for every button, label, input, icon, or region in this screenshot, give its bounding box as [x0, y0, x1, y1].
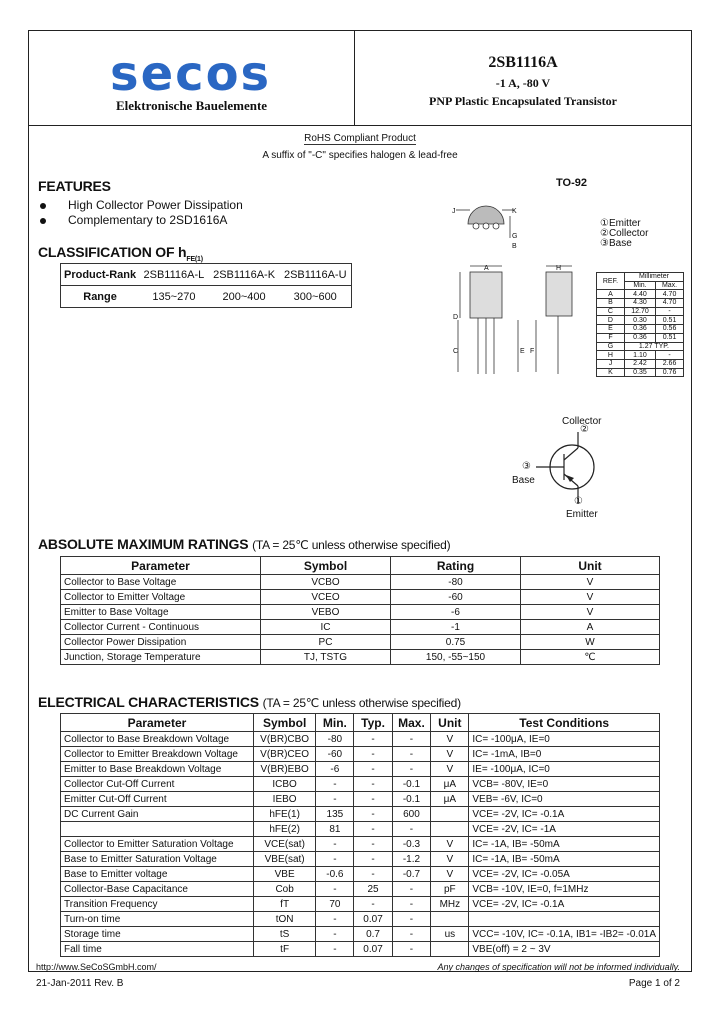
table-row: [61, 732, 660, 747]
table-cell: 0.30: [624, 316, 655, 325]
table-cell: ℃: [521, 650, 660, 665]
table-cell: D: [597, 316, 625, 325]
table-cell: 25: [354, 882, 392, 897]
symbol-base-label: Base: [512, 475, 535, 486]
table-header: Rating: [391, 557, 521, 575]
table-header: Max.: [392, 714, 431, 732]
table-cell: A: [521, 620, 660, 635]
table-row: [61, 912, 660, 927]
table-cell: -: [316, 912, 354, 927]
table-cell: Junction, Storage Temperature: [61, 650, 261, 665]
table-cell: 135~270: [152, 290, 196, 303]
table-cell: A: [597, 290, 625, 299]
table-cell: -6: [316, 762, 354, 777]
table-header: Symbol: [261, 557, 391, 575]
table-cell: IC: [261, 620, 391, 635]
table-cell: -: [354, 837, 392, 852]
table-cell: E: [597, 325, 625, 334]
table-cell: -: [316, 942, 354, 957]
table-cell: Base to Emitter voltage: [61, 867, 254, 882]
table-row: [61, 807, 660, 822]
table-row: [61, 590, 660, 605]
table-cell: Collector to Emitter Breakdown Voltage: [61, 747, 254, 762]
table-header: REF.: [597, 273, 625, 290]
pnp-transistor-symbol-icon: [530, 430, 610, 506]
table-cell: G: [597, 342, 625, 351]
table-cell: 4.30: [624, 299, 655, 308]
table-cell: us: [431, 927, 469, 942]
table-row: [597, 325, 684, 334]
table-cell: -: [354, 762, 392, 777]
symbol-pin-e: ①: [574, 496, 583, 507]
table-cell: J: [597, 359, 625, 368]
table-cell: -: [316, 927, 354, 942]
symbol-pin-c: ②: [580, 424, 589, 435]
table-cell: IEBO: [253, 792, 315, 807]
table-cell: 0.56: [656, 325, 684, 334]
table-cell: -: [392, 912, 431, 927]
table-cell: 2SB1116A-U: [280, 264, 352, 286]
table-cell: 70: [316, 897, 354, 912]
table-row: [597, 273, 684, 282]
table-cell: 0.51: [656, 333, 684, 342]
table-cell: V: [431, 747, 469, 762]
part-description: PNP Plastic Encapsulated Transistor: [429, 94, 617, 108]
table-cell: Collector to Base Breakdown Voltage: [61, 732, 254, 747]
table-cell: -80: [391, 575, 521, 590]
table-cell: Collector to Emitter Saturation Voltage: [61, 837, 254, 852]
table-cell: IC= -1mA, IB=0: [469, 747, 660, 762]
table-header: Test Conditions: [469, 714, 660, 732]
table-cell: -: [316, 792, 354, 807]
table-cell: 150, -55~150: [391, 650, 521, 665]
table-row: [597, 368, 684, 377]
dim-label: F: [530, 348, 535, 355]
symbol-pin-b: ③: [522, 461, 531, 472]
table-cell: V: [431, 867, 469, 882]
bullet-icon: [40, 218, 46, 224]
table-cell: VCE= -2V, IC= -0.1A: [469, 807, 660, 822]
table-row: [61, 762, 660, 777]
table-row: [61, 650, 660, 665]
table-cell: Collector Current - Continuous: [61, 620, 261, 635]
footer-disclaimer: Any changes of specification will not be informed individually.: [437, 962, 680, 972]
table-cell: 81: [316, 822, 354, 837]
table-header: Min.: [316, 714, 354, 732]
table-cell: VCE(sat): [253, 837, 315, 852]
table-cell: IE= -100μA, IC=0: [469, 762, 660, 777]
table-cell: 135: [316, 807, 354, 822]
table-cell: -0.1: [392, 792, 431, 807]
table-row: [597, 342, 684, 351]
table-row: [597, 351, 684, 360]
table-cell: 0.75: [391, 635, 521, 650]
elec-title: ELECTRICAL CHARACTERISTICS (TA = 25℃ unless otherwise specified): [38, 694, 461, 710]
dimension-table: [596, 272, 684, 377]
rating-line: -1 A, -80 V: [495, 76, 551, 90]
table-cell: tS: [253, 927, 315, 942]
table-row: [597, 359, 684, 368]
suffix-note: A suffix of "-C" specifies halogen & lead-free: [262, 150, 458, 161]
table-cell: 200~400: [222, 290, 266, 303]
pin-emitter: ①Emitter: [600, 218, 641, 229]
table-row: [61, 837, 660, 852]
table-cell: MHz: [431, 897, 469, 912]
table-cell: 2.66: [656, 359, 684, 368]
table-cell: TJ, TSTG: [261, 650, 391, 665]
table-row: [61, 605, 660, 620]
table-cell: -: [354, 747, 392, 762]
table-row: [61, 777, 660, 792]
table-cell: 0.07: [354, 912, 392, 927]
abs-max-title: ABSOLUTE MAXIMUM RATINGS (TA = 25℃ unless otherwise specified): [38, 536, 451, 552]
table-cell: 0.07: [354, 942, 392, 957]
table-cell: Range: [83, 290, 117, 303]
table-cell: -1: [391, 620, 521, 635]
table-cell: 0.36: [624, 333, 655, 342]
table-cell: 0.51: [656, 316, 684, 325]
table-cell: V(BR)EBO: [253, 762, 315, 777]
table-row: [61, 557, 660, 575]
table-cell: Turn-on time: [61, 912, 254, 927]
table-cell: Storage time: [61, 927, 254, 942]
table-cell: VBE(sat): [253, 852, 315, 867]
table-header: Parameter: [61, 557, 261, 575]
table-cell: VBE: [253, 867, 315, 882]
table-row: [597, 307, 684, 316]
symbol-emitter-label: Emitter: [566, 509, 598, 520]
table-cell: 1.10: [624, 351, 655, 360]
table-cell: Collector-Base Capacitance: [61, 882, 254, 897]
table-cell: Product-Rank: [61, 264, 140, 286]
table-cell: Base to Emitter Saturation Voltage: [61, 852, 254, 867]
table-row: [61, 747, 660, 762]
table-cell: IC= -1A, IB= -50mA: [469, 852, 660, 867]
table-cell: -: [354, 867, 392, 882]
table-cell: V(BR)CBO: [253, 732, 315, 747]
table-cell: pF: [431, 882, 469, 897]
table-cell: -80: [316, 732, 354, 747]
table-cell: -: [392, 732, 431, 747]
table-cell: hFE(1): [253, 807, 315, 822]
pin-collector: ②Collector: [600, 228, 649, 239]
table-cell: Collector Power Dissipation: [61, 635, 261, 650]
dim-label: G: [512, 233, 518, 240]
table-header: Parameter: [61, 714, 254, 732]
table-cell: μA: [431, 792, 469, 807]
table-row: [597, 333, 684, 342]
table-row: [61, 714, 660, 732]
table-row: [61, 792, 660, 807]
table-cell: -: [354, 777, 392, 792]
table-cell: B: [597, 299, 625, 308]
dim-label: J: [452, 208, 456, 215]
company-logo: secos: [110, 46, 272, 102]
table-cell: -0.3: [392, 837, 431, 852]
table-cell: 4.70: [656, 299, 684, 308]
table-cell: 4.70: [656, 290, 684, 299]
table-cell: -: [392, 882, 431, 897]
table-cell: [431, 822, 469, 837]
table-header: Unit: [431, 714, 469, 732]
table-cell: V(BR)CEO: [253, 747, 315, 762]
table-cell: -: [316, 777, 354, 792]
table-cell: DC Current Gain: [61, 807, 254, 822]
table-cell: VEBO: [261, 605, 391, 620]
table-cell: Collector Cut-Off Current: [61, 777, 254, 792]
table-cell: -: [392, 822, 431, 837]
table-cell: 2.42: [624, 359, 655, 368]
dim-label: H: [556, 265, 562, 272]
table-cell: [469, 912, 660, 927]
table-cell: V: [431, 732, 469, 747]
table-cell: H: [597, 351, 625, 360]
table-row: [61, 867, 660, 882]
table-row: [61, 852, 660, 867]
table-cell: F: [597, 333, 625, 342]
table-cell: [61, 822, 254, 837]
table-cell: -1.2: [392, 852, 431, 867]
table-cell: -: [354, 732, 392, 747]
table-header: Unit: [521, 557, 660, 575]
table-cell: tON: [253, 912, 315, 927]
table-row: [61, 942, 660, 957]
table-cell: C: [597, 307, 625, 316]
table-cell: -: [316, 852, 354, 867]
table-cell: V: [431, 852, 469, 867]
classification-title: CLASSIFICATION OF $h_{FE(1)}$: [38, 244, 203, 263]
table-cell: 0.35: [624, 368, 655, 377]
table-cell: -: [316, 837, 354, 852]
table-cell: Collector to Emitter Voltage: [61, 590, 261, 605]
table-cell: -: [656, 307, 684, 316]
dim-label: B: [512, 243, 517, 250]
header-divider: [28, 125, 692, 126]
table-cell: VCE= -2V, IC= -0.1A: [469, 897, 660, 912]
table-cell: IC= -100μA, IE=0: [469, 732, 660, 747]
table-cell: Transition Frequency: [61, 897, 254, 912]
table-cell: -: [392, 747, 431, 762]
table-cell: [431, 912, 469, 927]
feature-item: High Collector Power Dissipation: [40, 198, 243, 212]
table-cell: VEB= -6V, IC=0: [469, 792, 660, 807]
table-cell: V: [521, 590, 660, 605]
table-cell: -60: [391, 590, 521, 605]
table-cell: IC= -1A, IB= -50mA: [469, 837, 660, 852]
table-cell: VCBO: [261, 575, 391, 590]
table-row: [61, 897, 660, 912]
table-cell: 12.70: [624, 307, 655, 316]
table-cell: -: [354, 792, 392, 807]
footer-page: Page 1 of 2: [628, 978, 680, 989]
table-header: Symbol: [253, 714, 315, 732]
table-cell: 2SB1116A-K: [209, 264, 280, 286]
table-cell: -60: [316, 747, 354, 762]
table-cell: V: [431, 762, 469, 777]
table-cell: VBE(off) = 2 ~ 3V: [469, 942, 660, 957]
table-cell: -: [656, 351, 684, 360]
table-cell: 0.7: [354, 927, 392, 942]
footer-url: http://www.SeCoSGmbH.com/: [36, 962, 157, 972]
table-header: Max.: [656, 281, 684, 290]
table-row: [597, 299, 684, 308]
table-cell: -: [354, 807, 392, 822]
classification-table: [60, 263, 352, 308]
table-cell: -0.6: [316, 867, 354, 882]
table-cell: VCB= -10V, IE=0, f=1MHz: [469, 882, 660, 897]
table-cell: ICBO: [253, 777, 315, 792]
table-cell: VCE= -2V, IC= -1A: [469, 822, 660, 837]
table-row: [61, 822, 660, 837]
table-row: [61, 635, 660, 650]
table-cell: -0.1: [392, 777, 431, 792]
dim-label: K: [512, 208, 517, 215]
table-cell: Fall time: [61, 942, 254, 957]
dim-label: D: [453, 314, 459, 321]
table-row: [597, 316, 684, 325]
table-cell: 2SB1116A-L: [139, 264, 209, 286]
footer-date-rev: 21-Jan-2011 Rev. B: [36, 978, 124, 989]
table-cell: [431, 942, 469, 957]
table-cell: fT: [253, 897, 315, 912]
part-number: 2SB1116A: [488, 54, 558, 71]
table-cell: VCB= -80V, IE=0: [469, 777, 660, 792]
table-cell: -: [316, 882, 354, 897]
feature-item: Complementary to 2SD1616A: [40, 213, 227, 227]
table-cell: -: [392, 927, 431, 942]
elec-table: [60, 713, 660, 957]
table-cell: VCE= -2V, IC= -0.05A: [469, 867, 660, 882]
table-cell: K: [597, 368, 625, 377]
package-outline-drawing: [448, 196, 594, 376]
company-tagline: Elektronische Bauelemente: [116, 98, 268, 113]
table-row: [61, 264, 352, 286]
table-cell: VCC= -10V, IC= -0.1A, IB1= -IB2= -0.01A: [469, 927, 660, 942]
table-cell: [431, 807, 469, 822]
table-header: Typ.: [354, 714, 392, 732]
package-name: TO-92: [556, 177, 587, 189]
table-cell: -: [392, 942, 431, 957]
table-row: [61, 927, 660, 942]
table-cell: Emitter Cut-Off Current: [61, 792, 254, 807]
table-cell: -0.7: [392, 867, 431, 882]
table-cell: V: [521, 605, 660, 620]
table-cell: -: [392, 897, 431, 912]
table-cell: -6: [391, 605, 521, 620]
abs-max-table: [60, 556, 660, 665]
features-title: FEATURES: [38, 178, 111, 194]
table-row: [61, 575, 660, 590]
table-cell: VCEO: [261, 590, 391, 605]
table-cell: 300~600: [293, 290, 337, 303]
rohs-note: RoHS Compliant Product: [304, 133, 416, 144]
dim-label: E: [520, 348, 525, 355]
table-cell: Cob: [253, 882, 315, 897]
table-cell: μA: [431, 777, 469, 792]
table-cell: V: [431, 837, 469, 852]
table-cell: 4.40: [624, 290, 655, 299]
symbol-collector-label: Collector: [562, 416, 602, 427]
table-row: [61, 286, 352, 308]
table-cell: 0.76: [656, 368, 684, 377]
table-header: Min.: [624, 281, 655, 290]
table-cell: 0.36: [624, 325, 655, 334]
table-row: [597, 290, 684, 299]
table-cell: Collector to Base Voltage: [61, 575, 261, 590]
table-cell: -: [392, 762, 431, 777]
table-cell: tF: [253, 942, 315, 957]
table-cell: PC: [261, 635, 391, 650]
table-cell: hFE(2): [253, 822, 315, 837]
table-cell: -: [354, 897, 392, 912]
bullet-icon: [40, 203, 46, 209]
dim-label: A: [484, 265, 489, 272]
table-cell: Emitter to Base Voltage: [61, 605, 261, 620]
dim-label: C: [453, 348, 459, 355]
table-cell: Emitter to Base Breakdown Voltage: [61, 762, 254, 777]
table-cell: W: [521, 635, 660, 650]
table-cell: -: [354, 852, 392, 867]
table-cell: 1.27 TYP.: [624, 342, 683, 351]
table-row: [61, 620, 660, 635]
table-cell: -: [354, 822, 392, 837]
table-cell: V: [521, 575, 660, 590]
table-row: [61, 882, 660, 897]
table-header: Millimeter: [624, 273, 683, 282]
table-cell: 600: [392, 807, 431, 822]
pin-base: ③Base: [600, 238, 632, 249]
